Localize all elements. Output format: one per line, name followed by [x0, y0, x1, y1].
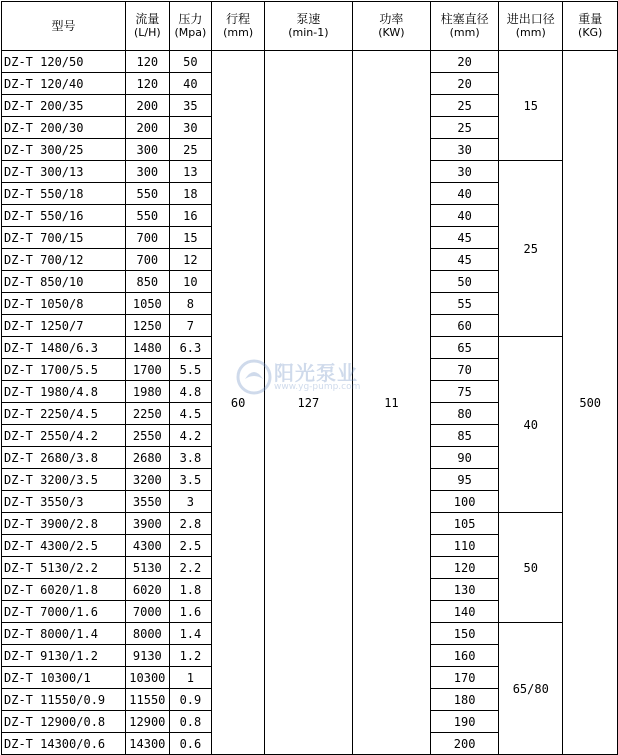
model-cell: DZ-T 9130/1.2	[2, 645, 126, 667]
plunger-cell: 85	[431, 425, 499, 447]
pressure-cell: 40	[169, 73, 212, 95]
flow-cell: 3550	[126, 491, 170, 513]
weight-cell: 500	[563, 51, 618, 755]
header-flow: 流量 (L/H)	[126, 2, 170, 51]
plunger-cell: 50	[431, 271, 499, 293]
pressure-cell: 3.8	[169, 447, 212, 469]
plunger-cell: 90	[431, 447, 499, 469]
flow-cell: 300	[126, 161, 170, 183]
plunger-cell: 70	[431, 359, 499, 381]
plunger-cell: 120	[431, 557, 499, 579]
model-cell: DZ-T 3550/3	[2, 491, 126, 513]
pressure-cell: 1.8	[169, 579, 212, 601]
pressure-cell: 12	[169, 249, 212, 271]
model-cell: DZ-T 1980/4.8	[2, 381, 126, 403]
header-power: 功率 (KW)	[352, 2, 430, 51]
pressure-cell: 3.5	[169, 469, 212, 491]
model-cell: DZ-T 7000/1.6	[2, 601, 126, 623]
flow-cell: 700	[126, 227, 170, 249]
model-cell: DZ-T 200/30	[2, 117, 126, 139]
flow-cell: 14300	[126, 733, 170, 755]
model-cell: DZ-T 8000/1.4	[2, 623, 126, 645]
pressure-cell: 16	[169, 205, 212, 227]
flow-cell: 5130	[126, 557, 170, 579]
flow-cell: 9130	[126, 645, 170, 667]
header-stroke: 行程 (mm)	[212, 2, 265, 51]
model-cell: DZ-T 1480/6.3	[2, 337, 126, 359]
model-cell: DZ-T 850/10	[2, 271, 126, 293]
flow-cell: 120	[126, 73, 170, 95]
plunger-cell: 65	[431, 337, 499, 359]
pressure-cell: 13	[169, 161, 212, 183]
pressure-cell: 3	[169, 491, 212, 513]
plunger-cell: 80	[431, 403, 499, 425]
flow-cell: 6020	[126, 579, 170, 601]
pressure-cell: 1.6	[169, 601, 212, 623]
flow-cell: 550	[126, 183, 170, 205]
plunger-cell: 40	[431, 205, 499, 227]
model-cell: DZ-T 550/18	[2, 183, 126, 205]
pressure-cell: 6.3	[169, 337, 212, 359]
pressure-cell: 2.8	[169, 513, 212, 535]
spec-table-body	[2, 51, 618, 755]
flow-cell: 300	[126, 139, 170, 161]
flow-cell: 11550	[126, 689, 170, 711]
port-cell: 25	[499, 161, 563, 337]
header-port: 进出口径 (mm)	[499, 2, 563, 51]
power-cell: 11	[352, 51, 430, 755]
port-cell: 15	[499, 51, 563, 161]
model-cell: DZ-T 2550/4.2	[2, 425, 126, 447]
plunger-cell: 45	[431, 227, 499, 249]
pressure-cell: 0.6	[169, 733, 212, 755]
flow-cell: 2680	[126, 447, 170, 469]
plunger-cell: 190	[431, 711, 499, 733]
model-cell: DZ-T 1250/7	[2, 315, 126, 337]
plunger-cell: 140	[431, 601, 499, 623]
plunger-cell: 160	[431, 645, 499, 667]
flow-cell: 1480	[126, 337, 170, 359]
model-cell: DZ-T 3200/3.5	[2, 469, 126, 491]
plunger-cell: 45	[431, 249, 499, 271]
watermark-url: www.yg-pump.com	[274, 382, 361, 392]
model-cell: DZ-T 300/13	[2, 161, 126, 183]
table-row	[2, 51, 618, 73]
plunger-cell: 25	[431, 95, 499, 117]
flow-cell: 850	[126, 271, 170, 293]
model-cell: DZ-T 1050/8	[2, 293, 126, 315]
plunger-cell: 30	[431, 139, 499, 161]
header-pressure: 压力 (Mpa)	[169, 2, 212, 51]
model-cell: DZ-T 4300/2.5	[2, 535, 126, 557]
flow-cell: 4300	[126, 535, 170, 557]
model-cell: DZ-T 700/15	[2, 227, 126, 249]
flow-cell: 550	[126, 205, 170, 227]
flow-cell: 3200	[126, 469, 170, 491]
flow-cell: 1050	[126, 293, 170, 315]
pressure-cell: 10	[169, 271, 212, 293]
pressure-cell: 18	[169, 183, 212, 205]
model-cell: DZ-T 1700/5.5	[2, 359, 126, 381]
pressure-cell: 5.5	[169, 359, 212, 381]
pressure-cell: 0.9	[169, 689, 212, 711]
flow-cell: 1980	[126, 381, 170, 403]
pressure-cell: 50	[169, 51, 212, 73]
pressure-cell: 4.8	[169, 381, 212, 403]
pressure-cell: 7	[169, 315, 212, 337]
pressure-cell: 1.2	[169, 645, 212, 667]
plunger-cell: 60	[431, 315, 499, 337]
model-cell: DZ-T 200/35	[2, 95, 126, 117]
flow-cell: 10300	[126, 667, 170, 689]
stroke-cell: 60	[212, 51, 265, 755]
plunger-cell: 200	[431, 733, 499, 755]
header-model: 型号	[2, 2, 126, 51]
pressure-cell: 4.2	[169, 425, 212, 447]
model-cell: DZ-T 120/50	[2, 51, 126, 73]
model-cell: DZ-T 12900/0.8	[2, 711, 126, 733]
model-cell: DZ-T 550/16	[2, 205, 126, 227]
plunger-cell: 180	[431, 689, 499, 711]
pressure-cell: 2.5	[169, 535, 212, 557]
plunger-cell: 75	[431, 381, 499, 403]
flow-cell: 1700	[126, 359, 170, 381]
plunger-cell: 95	[431, 469, 499, 491]
flow-cell: 700	[126, 249, 170, 271]
plunger-cell: 55	[431, 293, 499, 315]
pressure-cell: 25	[169, 139, 212, 161]
flow-cell: 2250	[126, 403, 170, 425]
header-plunger: 柱塞直径 (mm)	[431, 2, 499, 51]
plunger-cell: 130	[431, 579, 499, 601]
flow-cell: 2550	[126, 425, 170, 447]
header-row	[2, 2, 618, 51]
plunger-cell: 30	[431, 161, 499, 183]
model-cell: DZ-T 11550/0.9	[2, 689, 126, 711]
model-cell: DZ-T 2250/4.5	[2, 403, 126, 425]
flow-cell: 8000	[126, 623, 170, 645]
header-speed: 泵速 (min-1)	[265, 2, 353, 51]
flow-cell: 7000	[126, 601, 170, 623]
pressure-cell: 0.8	[169, 711, 212, 733]
port-cell: 40	[499, 337, 563, 513]
flow-cell: 200	[126, 117, 170, 139]
plunger-cell: 110	[431, 535, 499, 557]
plunger-cell: 25	[431, 117, 499, 139]
header-weight: 重量 (KG)	[563, 2, 618, 51]
pressure-cell: 15	[169, 227, 212, 249]
pressure-cell: 2.2	[169, 557, 212, 579]
flow-cell: 120	[126, 51, 170, 73]
model-cell: DZ-T 700/12	[2, 249, 126, 271]
port-cell: 65/80	[499, 623, 563, 755]
port-cell: 50	[499, 513, 563, 623]
pump-spec-table	[1, 1, 618, 755]
model-cell: DZ-T 14300/0.6	[2, 733, 126, 755]
plunger-cell: 20	[431, 73, 499, 95]
model-cell: DZ-T 5130/2.2	[2, 557, 126, 579]
flow-cell: 3900	[126, 513, 170, 535]
pressure-cell: 30	[169, 117, 212, 139]
flow-cell: 200	[126, 95, 170, 117]
plunger-cell: 40	[431, 183, 499, 205]
flow-cell: 1250	[126, 315, 170, 337]
model-cell: DZ-T 3900/2.8	[2, 513, 126, 535]
plunger-cell: 105	[431, 513, 499, 535]
plunger-cell: 100	[431, 491, 499, 513]
model-cell: DZ-T 10300/1	[2, 667, 126, 689]
speed-cell: 127	[265, 51, 353, 755]
flow-cell: 12900	[126, 711, 170, 733]
pressure-cell: 4.5	[169, 403, 212, 425]
pressure-cell: 35	[169, 95, 212, 117]
pressure-cell: 1.4	[169, 623, 212, 645]
model-cell: DZ-T 120/40	[2, 73, 126, 95]
model-cell: DZ-T 6020/1.8	[2, 579, 126, 601]
plunger-cell: 150	[431, 623, 499, 645]
watermark-text: 阳光泵业	[274, 361, 358, 385]
pressure-cell: 1	[169, 667, 212, 689]
plunger-cell: 20	[431, 51, 499, 73]
model-cell: DZ-T 2680/3.8	[2, 447, 126, 469]
plunger-cell: 170	[431, 667, 499, 689]
model-cell: DZ-T 300/25	[2, 139, 126, 161]
pressure-cell: 8	[169, 293, 212, 315]
